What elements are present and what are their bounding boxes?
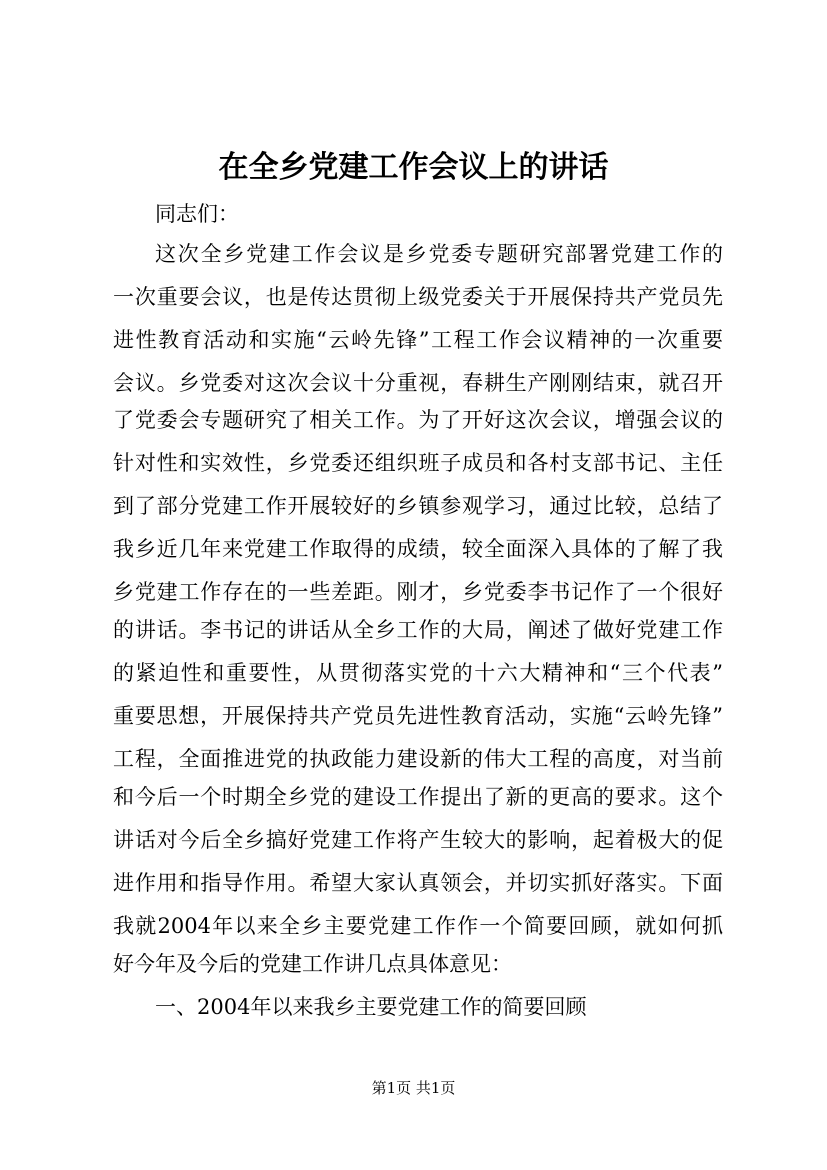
paragraph-line: 会议。乡党委对这次会议十分重视，春耕生产刚刚结束，就召开 (113, 371, 723, 395)
paragraph-line: 的讲话。李书记的讲话从全乡工作的大局，阐述了做好党建工作 (113, 618, 723, 642)
paragraph-line: 我乡近几年来党建工作取得的成绩，较全面深入具体的了解了我 (113, 537, 723, 561)
salutation: 同志们： (155, 202, 239, 226)
paragraph-line: 和今后一个时期全乡党的建设工作提出了新的更高的要求。这个 (113, 785, 723, 809)
paragraph-line: 了党委会专题研究了相关工作。为了开好这次会议，增强会议的 (113, 408, 723, 432)
document-title: 在全乡党建工作会议上的讲话 (218, 150, 609, 185)
paragraph-line: 进作用和指导作用。希望大家认真领会，并切实抓好落实。下面 (113, 871, 723, 895)
paragraph-line: 这次全乡党建工作会议是乡党委专题研究部署党建工作的 (155, 242, 723, 266)
paragraph-line: 我就2004年以来全乡主要党建工作作一个简要回顾，就如何抓 (113, 914, 723, 938)
paragraph-line: 进性教育活动和实施“云岭先锋”工程工作会议精神的一次重要 (113, 328, 723, 352)
paragraph-line: 的紧迫性和重要性，从贯彻落实党的十六大精神和“三个代表” (113, 661, 723, 685)
paragraph-line: 工程，全面推进党的执政能力建设新的伟大工程的高度，对当前 (113, 747, 723, 771)
paragraph-line: 针对性和实效性，乡党委还组织班子成员和各村支部书记、主任 (113, 451, 723, 475)
paragraph-line: 讲话对今后全乡搞好党建工作将产生较大的影响，起着极大的促 (113, 828, 723, 852)
paragraph-line: 到了部分党建工作开展较好的乡镇参观学习，通过比较，总结了 (113, 494, 723, 518)
paragraph-line: 重要思想，开展保持共产党员先进性教育活动，实施“云岭先锋” (113, 704, 723, 728)
section-heading: 一、2004年以来我乡主要党建工作的简要回顾 (155, 995, 587, 1019)
paragraph-line: 乡党建工作存在的一些差距。刚才，乡党委李书记作了一个很好 (113, 580, 723, 604)
paragraph-line: 好今年及今后的党建工作讲几点具体意见： (113, 952, 512, 976)
paragraph-line: 一次重要会议，也是传达贯彻上级党委关于开展保持共产党员先 (113, 285, 723, 309)
page-footer: 第1页 共1页 (371, 1079, 456, 1097)
